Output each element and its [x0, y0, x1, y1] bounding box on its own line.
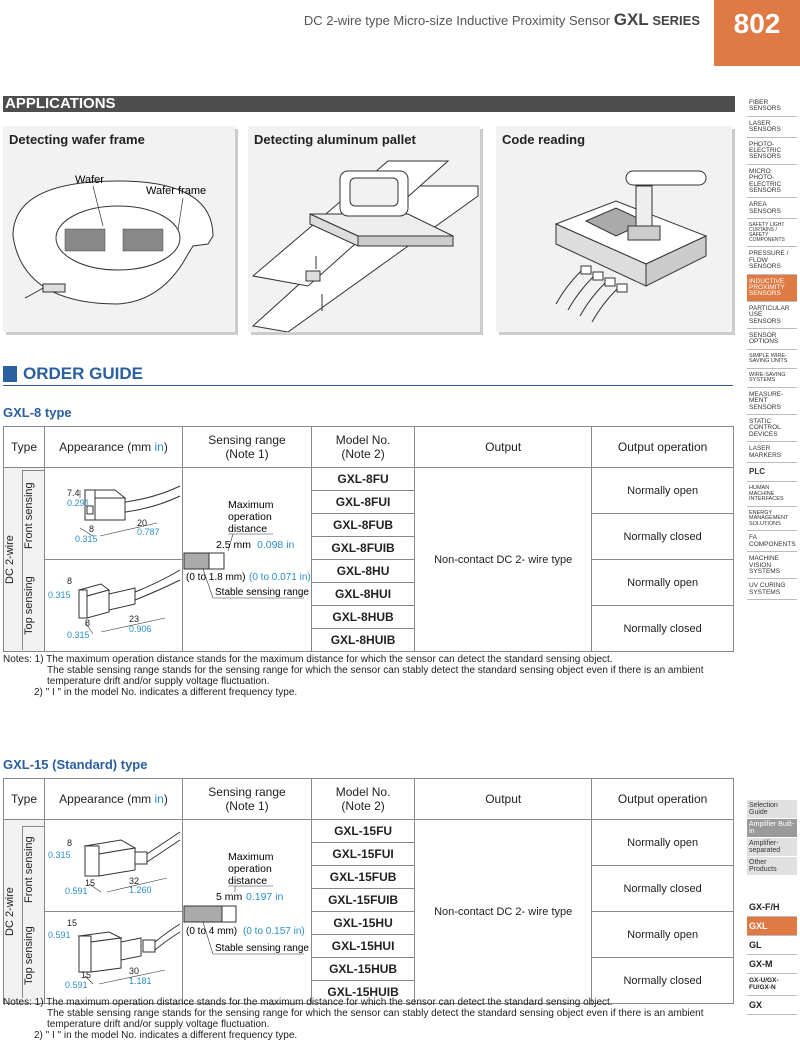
- sidebar-item[interactable]: STATIC CONTROL DEVICES: [747, 415, 797, 442]
- note-line: temperature drift and/or supply voltage fluctuation.: [47, 1019, 270, 1030]
- note-line: The stable sensing range stands for the sensing range for which the sensor can stably detect the standard sensing object even if there is an ambient: [47, 1008, 704, 1019]
- notes-gxl8: [3, 654, 733, 698]
- model-cell: GXL-8HUIB: [312, 629, 415, 652]
- sidebar-item[interactable]: PARTICULAR USE SENSORS: [747, 302, 797, 329]
- model-note: (Note 2): [341, 447, 385, 461]
- top-sensor-drawing: [45, 914, 182, 998]
- model-cell: GXL-8HU: [312, 560, 415, 583]
- col-model: [312, 779, 415, 820]
- wire-label: DC 2-wire: [4, 535, 16, 584]
- sidebar-model-item[interactable]: GX-M: [747, 955, 797, 974]
- model-cell: GXL-15FUIB: [312, 889, 415, 912]
- appearance-close: ): [163, 792, 168, 806]
- appearance-label: Appearance (mm: [59, 792, 155, 806]
- sidebar-item[interactable]: LASER SENSORS: [747, 117, 797, 138]
- type-cell: [4, 468, 45, 652]
- col-appearance: [45, 779, 183, 820]
- sidebar-sub-item[interactable]: Selection Guide: [747, 800, 797, 819]
- product-sidebar: [747, 800, 797, 1015]
- model-cell: GXL-8FUB: [312, 514, 415, 537]
- table-header-row: [4, 427, 734, 468]
- app-panel-title: Code reading: [502, 132, 586, 147]
- type-title-gxl8: GXL-8 type: [3, 405, 72, 420]
- model-cell: GXL-15HUB: [312, 958, 415, 981]
- sidebar-item[interactable]: ENERGY MANAGEMENT SOLUTIONS: [747, 507, 797, 532]
- wafer-label: Wafer: [75, 174, 104, 186]
- appearance-front-cell: [45, 820, 183, 912]
- range-note: (Note 1): [225, 799, 269, 813]
- type-title-gxl15: GXL-15 (Standard) type: [3, 757, 148, 772]
- sidebar-spacer: [747, 876, 797, 898]
- operation-cell: Normally open: [592, 912, 734, 958]
- sidebar-item[interactable]: AREA SENSORS: [747, 198, 797, 219]
- model-cell: GXL-8FUIB: [312, 537, 415, 560]
- dim-top-1: 15: [67, 918, 78, 928]
- stable-range-label: Stable sensing range: [215, 943, 309, 954]
- dim-top-2-in: 0.591: [65, 980, 88, 990]
- sidebar-sub-item-active[interactable]: Amplifier Built-in: [747, 819, 797, 838]
- applications-heading: APPLICATIONS: [3, 96, 735, 112]
- sidebar-item[interactable]: MICRO PHOTO-ELECTRIC SENSORS: [747, 165, 797, 199]
- range-note: (Note 1): [225, 447, 269, 461]
- range-dist: 5 mm: [216, 891, 243, 903]
- model-cell: GXL-8FUI: [312, 491, 415, 514]
- col-output: Output: [415, 779, 592, 820]
- appearance-close: ): [163, 440, 168, 454]
- note-line: Notes: 1) The maximum operation distance stands for the maximum distance for which the sensor can detect the standard sensing object.: [3, 654, 613, 665]
- operation-cell: Normally open: [592, 820, 734, 866]
- sidebar-item[interactable]: PLC: [747, 463, 797, 482]
- dim-top-2-in: 0.315: [67, 630, 90, 640]
- appearance-label: Appearance (mm: [59, 440, 155, 454]
- top-sensor-drawing: [45, 560, 182, 648]
- sidebar-sub-item[interactable]: Other Products: [747, 857, 797, 876]
- pallet-illustration: [248, 126, 480, 332]
- output-cell: Non-contact DC 2- wire type: [415, 820, 592, 1004]
- sidebar-item[interactable]: SIMPLE WIRE-SAVING UNITS: [747, 350, 797, 369]
- sidebar-item[interactable]: MACHINE VISION SYSTEMS: [747, 552, 797, 579]
- app-panel-title: Detecting wafer frame: [9, 132, 145, 147]
- sidebar-model-item[interactable]: GX-F/H: [747, 898, 797, 917]
- col-output: Output: [415, 427, 592, 468]
- model-cell: GXL-15HU: [312, 912, 415, 935]
- dim-front-2: 15: [85, 878, 96, 888]
- col-range: [183, 779, 312, 820]
- series-name: GXL: [613, 10, 649, 29]
- col-appearance: [45, 427, 183, 468]
- model-cell: GXL-8FU: [312, 468, 415, 491]
- order-table-gxl15: [3, 778, 734, 1004]
- range-dist-in: 0.197 in: [246, 891, 284, 903]
- code-reading-illustration: [496, 126, 732, 332]
- model-cell: GXL-15FUB: [312, 866, 415, 889]
- model-note: (Note 2): [341, 799, 385, 813]
- operation-cell: Normally open: [592, 468, 734, 514]
- output-cell: Non-contact DC 2- wire type: [415, 468, 592, 652]
- dim-front-3: 32: [129, 876, 140, 886]
- order-guide-rule: [3, 385, 733, 386]
- range-max3: distance: [228, 523, 268, 535]
- note-line: Notes: 1) The maximum operation distance stands for the maximum distance for which the sensor can detect the standard sensing object.: [3, 997, 613, 1008]
- stable-range: (0 to 1.8 mm): [186, 572, 246, 583]
- model-cell: GXL-8HUB: [312, 606, 415, 629]
- stable-range: (0 to 4 mm): [186, 926, 238, 937]
- dim-front-1-in: 0.315: [48, 850, 71, 860]
- app-panel-pallet: [248, 126, 480, 332]
- sidebar-item[interactable]: LASER MARKERS: [747, 442, 797, 463]
- wafer-illustration: [3, 126, 235, 332]
- appearance-top-cell: [45, 560, 183, 652]
- top-sensing-label: Top sensing: [23, 575, 35, 635]
- dim-top-2: 8: [85, 618, 91, 628]
- range-cell: [183, 468, 312, 652]
- sidebar-item[interactable]: MEASURE-MENT SENSORS: [747, 388, 797, 415]
- col-range: [183, 427, 312, 468]
- order-guide-heading: ORDER GUIDE: [23, 364, 143, 383]
- dim-front-3: 20: [137, 518, 148, 528]
- dim-top-1: 8: [67, 576, 73, 586]
- range-diagram: [183, 468, 311, 648]
- front-sensor-drawing: [45, 468, 182, 556]
- note-line: 2) " I " in the model No. indicates a different frequency type.: [34, 1030, 298, 1041]
- model-cell: GXL-15HUI: [312, 935, 415, 958]
- model-cell: GXL-15HUIB: [312, 981, 415, 1004]
- stable-range-label: Stable sensing range: [215, 587, 309, 598]
- dim-front-1-in: 0.291: [67, 498, 90, 508]
- sidebar-model-item[interactable]: GX-U/GX-FU/GX-N: [747, 974, 797, 996]
- range-max3: distance: [228, 875, 268, 887]
- table-row: [4, 560, 734, 583]
- dim-top-1-in: 0.591: [48, 930, 71, 940]
- series-suffix: SERIES: [648, 13, 700, 28]
- col-operation: Output operation: [592, 427, 734, 468]
- order-table-gxl8: [3, 426, 734, 652]
- model-cell: GXL-15FU: [312, 820, 415, 843]
- appearance-in: in: [154, 440, 164, 454]
- wafer-frame-label: Wafer frame: [146, 185, 207, 197]
- range-max1: Maximum: [228, 499, 274, 511]
- sidebar-item[interactable]: SENSOR OPTIONS: [747, 329, 797, 350]
- page-header-title: [304, 10, 700, 30]
- range-cell: [183, 820, 312, 1004]
- sidebar-item[interactable]: HUMAN MACHINE INTERFACES: [747, 482, 797, 507]
- dim-front-2-in: 0.315: [75, 534, 98, 544]
- order-guide-marker: [3, 366, 17, 382]
- app-panel-wafer: [3, 126, 235, 332]
- front-sensor-drawing: [45, 822, 182, 906]
- front-sensing-label: Front sensing: [23, 470, 44, 561]
- range-label: Sensing range: [208, 785, 286, 799]
- dim-front-3-in: 0.787: [137, 527, 160, 537]
- operation-cell: Normally closed: [592, 606, 734, 652]
- sidebar-model-item-active[interactable]: GXL: [747, 917, 797, 936]
- note-line: temperature drift and/or supply voltage fluctuation.: [47, 676, 270, 687]
- type-cell: [4, 820, 45, 1004]
- note-line: The stable sensing range stands for the sensing range for which the sensor can stably detect the standard sensing object even if there is an ambient: [47, 665, 704, 676]
- sidebar-item[interactable]: WIRE-SAVING SYSTEMS: [747, 369, 797, 388]
- operation-cell: Normally closed: [592, 866, 734, 912]
- range-diagram: [183, 824, 311, 996]
- range-max2: operation: [228, 511, 272, 523]
- model-cell: GXL-15FUI: [312, 843, 415, 866]
- wire-label: DC 2-wire: [4, 887, 16, 936]
- notes-gxl15: [3, 997, 733, 1041]
- model-label: Model No.: [335, 785, 391, 799]
- range-max2: operation: [228, 863, 272, 875]
- app-panel-title: Detecting aluminum pallet: [254, 132, 416, 147]
- dim-top-1-in: 0.315: [48, 590, 71, 600]
- dim-front-1: 8: [67, 838, 73, 848]
- dim-top-3-in: 1.181: [129, 976, 152, 986]
- appearance-front-cell: [45, 468, 183, 560]
- appearance-top-cell: [45, 912, 183, 1004]
- operation-cell: Normally open: [592, 560, 734, 606]
- sidebar-item[interactable]: SAFETY LIGHT CURTAINS / SAFETY COMPONENTS: [747, 219, 797, 247]
- range-label: Sensing range: [208, 433, 286, 447]
- table-row: [4, 820, 734, 843]
- table-row: [4, 468, 734, 491]
- sidebar-item[interactable]: PHOTO-ELECTRIC SENSORS: [747, 138, 797, 165]
- dim-front-3-in: 1.260: [129, 885, 152, 895]
- appearance-in: in: [154, 792, 164, 806]
- front-sensing-label: Front sensing: [23, 826, 44, 913]
- table-header-row: [4, 779, 734, 820]
- model-cell: GXL-8HUI: [312, 583, 415, 606]
- sidebar-item-active[interactable]: INDUCTIVE PROXIMITY SENSORS: [747, 275, 797, 302]
- dim-top-3: 30: [129, 966, 140, 976]
- col-model: [312, 427, 415, 468]
- range-max1: Maximum: [228, 851, 274, 863]
- stable-range-in: (0 to 0.071 in): [249, 572, 311, 583]
- col-type: Type: [4, 779, 45, 820]
- app-panel-code: [496, 126, 732, 332]
- dim-front-2: 8: [89, 524, 95, 534]
- top-sensing-label: Top sensing: [23, 925, 35, 985]
- note-line: 2) " I " in the model No. indicates a different frequency type.: [34, 687, 298, 698]
- dim-front-1: 7.4: [67, 488, 80, 498]
- dim-top-2: 15: [81, 970, 92, 980]
- dim-top-3-in: 0.906: [129, 624, 152, 634]
- sidebar-item[interactable]: UV CURING SYSTEMS: [747, 579, 797, 600]
- stable-range-in: (0 to 0.157 in): [243, 926, 305, 937]
- page-number: 802: [714, 0, 800, 66]
- col-operation: Output operation: [592, 779, 734, 820]
- sidebar-item[interactable]: FA COMPONENTS: [747, 531, 797, 552]
- operation-cell: Normally closed: [592, 958, 734, 1004]
- sidebar-item[interactable]: PRESSURE / FLOW SENSORS: [747, 247, 797, 274]
- category-sidebar: [747, 96, 797, 600]
- dim-top-3: 23: [129, 614, 140, 624]
- col-type: Type: [4, 427, 45, 468]
- table-row: [4, 912, 734, 935]
- header-prefix: DC 2-wire type Micro-size Inductive Proximity Sensor: [303, 13, 614, 28]
- range-dist: 2.5 mm: [216, 539, 252, 551]
- operation-cell: Normally closed: [592, 514, 734, 560]
- sidebar-item[interactable]: FIBER SENSORS: [747, 96, 797, 117]
- dim-front-2-in: 0.591: [65, 886, 88, 896]
- range-dist-in: 0.098 in: [257, 539, 295, 551]
- sidebar-model-item[interactable]: GL: [747, 936, 797, 955]
- sidebar-sub-item[interactable]: Amplifier-separated: [747, 838, 797, 857]
- model-label: Model No.: [335, 433, 391, 447]
- sidebar-model-item[interactable]: GX: [747, 996, 797, 1015]
